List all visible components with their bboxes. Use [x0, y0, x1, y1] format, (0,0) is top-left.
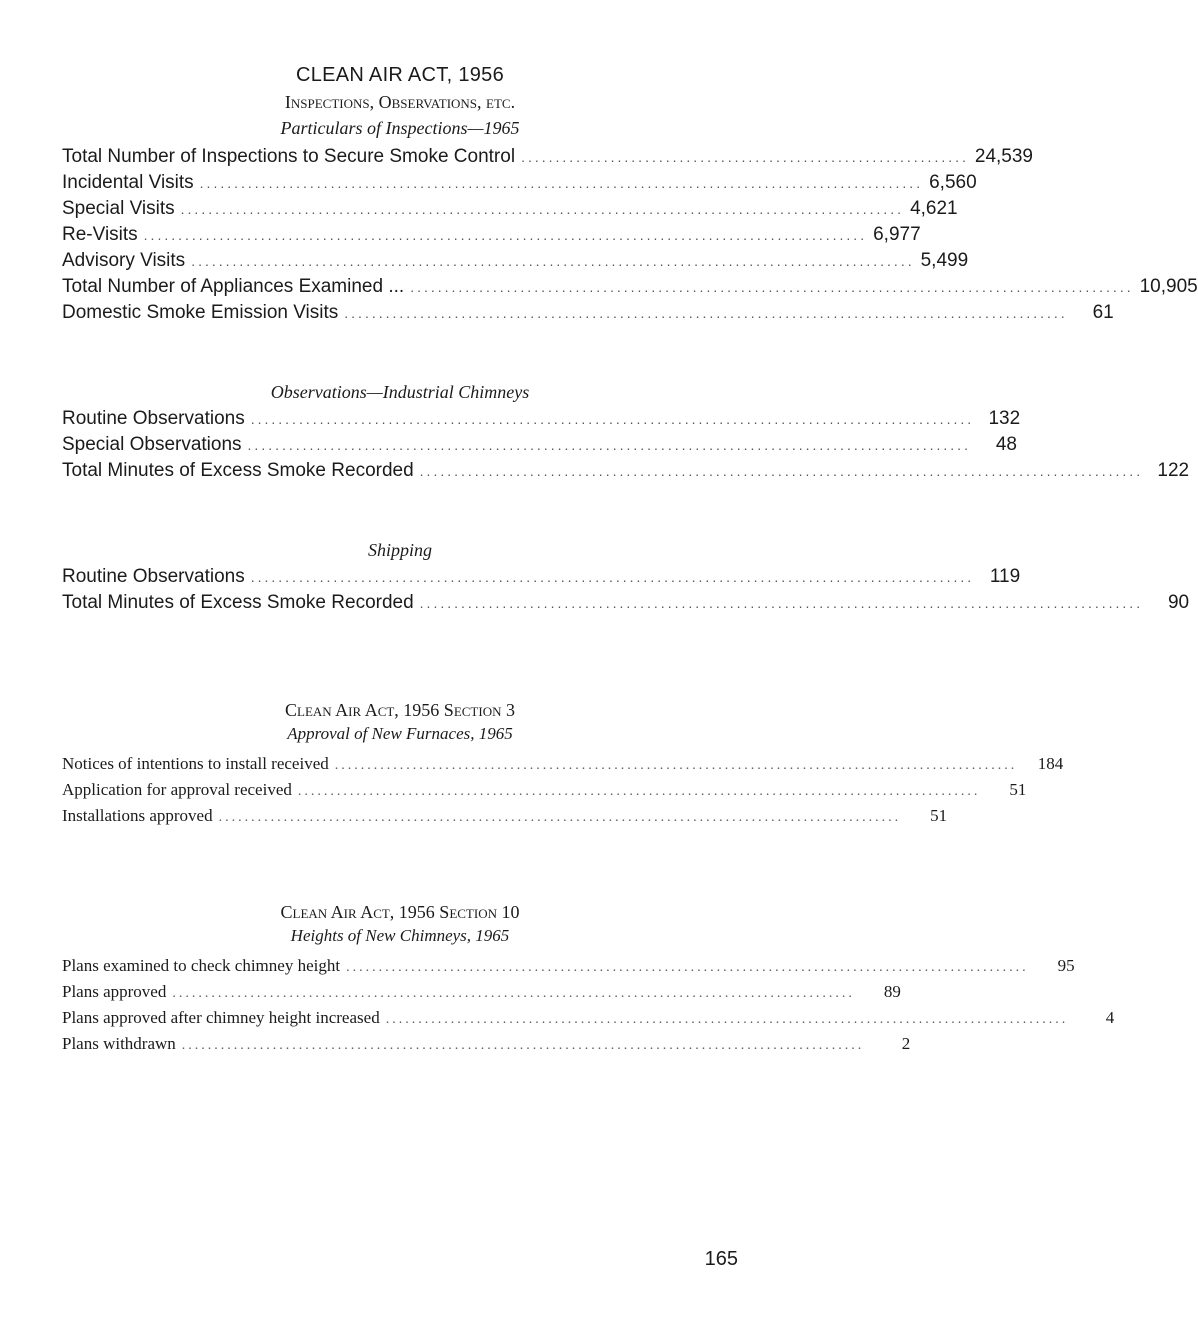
row-label: Total Minutes of Excess Smoke Recorded	[62, 592, 414, 613]
row-label: Installations approved	[62, 806, 213, 825]
inspection-row	[62, 146, 1034, 172]
row-label: Plans approved	[62, 982, 167, 1001]
section3-row	[62, 780, 1027, 806]
row-label: Domestic Smoke Emission Visits	[62, 302, 339, 323]
leader-dots: .........................................................................................................	[250, 411, 975, 427]
shipping-heading: Shipping	[367, 540, 432, 560]
row-label: Notices of intentions to install received	[62, 754, 329, 773]
row-label: Routine Observations	[62, 408, 245, 429]
leader-dots: .........................................................................................................	[143, 227, 868, 243]
section10-heading: Clean Air Act, 1956 Section 10	[280, 902, 520, 922]
row-value: 6,977	[873, 224, 921, 245]
inspection-row	[62, 224, 921, 250]
leader-dots: .........................................................................................................	[419, 463, 1144, 479]
leader-dots: .........................................................................................................	[297, 784, 981, 799]
row-label: Plans approved after chimney height increased	[62, 1008, 380, 1027]
row-label: Special Observations	[62, 434, 242, 455]
row-value: 119	[989, 566, 1021, 587]
row-label: Routine Observations	[62, 566, 245, 587]
inspection-row	[62, 302, 1114, 328]
inspection-row	[62, 250, 969, 276]
row-value: 51	[1009, 780, 1027, 799]
row-label: Total Number of Appliances Examined ...	[62, 276, 405, 297]
leader-dots: .........................................................................................................	[181, 1038, 865, 1053]
leader-dots: .........................................................................................................	[247, 437, 971, 453]
leader-dots: .........................................................................................................	[419, 595, 1144, 611]
section3-heading: Clean Air Act, 1956 Section 3	[285, 700, 515, 720]
section10-subheading: Heights of New Chimneys, 1965	[290, 926, 510, 945]
row-value: 89	[883, 982, 901, 1001]
leader-dots: .........................................................................................................	[346, 960, 1029, 975]
leader-dots: .........................................................................................................	[218, 810, 902, 825]
row-value: 51	[930, 806, 948, 825]
row-value: 4,621	[910, 198, 958, 219]
row-value: 132	[988, 408, 1021, 429]
section10-row	[62, 982, 901, 1008]
page-subtitle: Inspections, Observations, etc.	[284, 92, 516, 112]
shipping-row	[62, 566, 1021, 592]
section3-row	[62, 754, 1064, 780]
industrial-row	[62, 460, 1190, 486]
section10-row	[62, 1034, 911, 1060]
section10-row	[62, 956, 1075, 982]
page-title: CLEAN AIR ACT, 1956	[295, 64, 505, 86]
row-value: 48	[995, 434, 1017, 455]
section3-subheading: Approval of New Furnaces, 1965	[287, 724, 513, 743]
inspections-caption: Particulars of Inspections—1965	[280, 118, 520, 138]
row-label: Application for approval received	[62, 780, 292, 799]
inspection-row	[62, 198, 958, 224]
industrial-row	[62, 434, 1017, 460]
row-label: Total Minutes of Excess Smoke Recorded	[62, 460, 414, 481]
leader-dots: .........................................................................................................	[191, 253, 915, 269]
inspection-row	[62, 172, 977, 198]
industrial-heading: Observations—Industrial Chimneys	[270, 382, 530, 402]
page-number: 165	[704, 1248, 738, 1270]
row-label: Incidental Visits	[62, 172, 194, 193]
row-value: 5,499	[920, 250, 969, 271]
row-value: 184	[1037, 754, 1064, 773]
leader-dots: .........................................................................................................	[334, 758, 1018, 773]
row-label: Advisory Visits	[62, 250, 186, 271]
leader-dots: .........................................................................................................	[410, 279, 1134, 295]
inspection-row	[62, 276, 1198, 302]
row-value: 90	[1167, 592, 1190, 613]
section10-row	[62, 1008, 1115, 1034]
leader-dots: .........................................................................................................	[180, 201, 905, 217]
section3-row	[62, 806, 948, 832]
shipping-row	[62, 592, 1190, 618]
row-value: 122	[1157, 460, 1190, 481]
leader-dots: .........................................................................................................	[385, 1012, 1069, 1027]
row-value: 10,905	[1139, 276, 1198, 297]
row-value: 61	[1092, 302, 1114, 323]
row-value: 4	[1105, 1008, 1115, 1027]
leader-dots: .................................................................	[521, 149, 969, 165]
row-label: Re-Visits	[62, 224, 138, 245]
row-value: 2	[901, 1034, 911, 1053]
row-value: 95	[1057, 956, 1075, 975]
row-label: Special Visits	[62, 198, 175, 219]
industrial-row	[62, 408, 1021, 434]
row-value: 6,560	[929, 172, 977, 193]
row-label: Plans withdrawn	[62, 1034, 176, 1053]
leader-dots: .........................................................................................................	[172, 986, 855, 1001]
row-label: Plans examined to check chimney height	[62, 956, 341, 975]
row-value: 24,539	[974, 146, 1034, 167]
leader-dots: .........................................................................................................	[344, 305, 1068, 321]
row-label: Total Number of Inspections to Secure Smoke Control	[62, 146, 516, 167]
leader-dots: .........................................................................................................	[250, 569, 975, 585]
leader-dots: .........................................................................................................	[199, 175, 924, 191]
